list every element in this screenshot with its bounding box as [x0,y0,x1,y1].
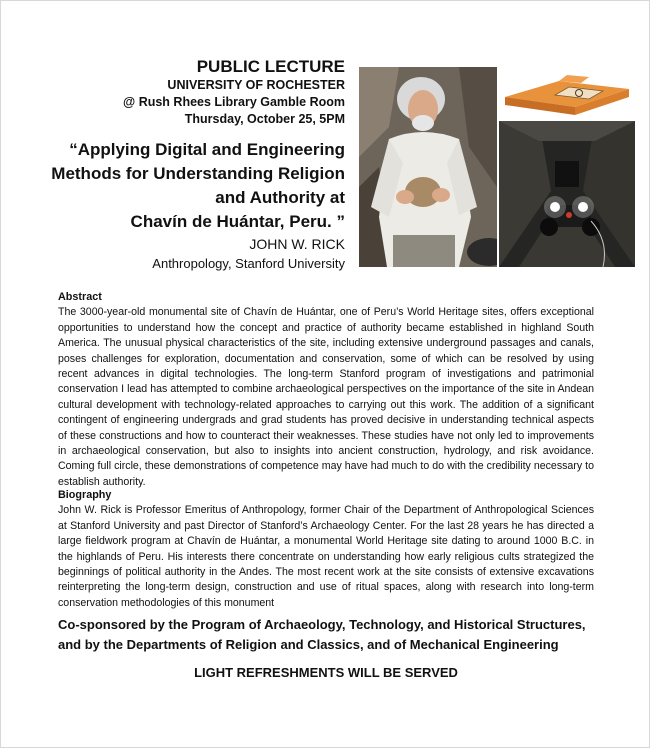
cosponsor-line-1: Co-sponsored by the Program of Archaeology, Technology, and Historical Structures, [58,617,586,632]
temple-model-image [499,67,635,119]
abstract-text: The 3000-year-old monumental site of Chavín de Huántar, one of Peru’s World Heritage sites, offers exceptional opportunities to understand how the concept and practice of authority became established in highland South America. The unusual physical characteristics of the site, including extensive underground passages and canals, poses challenges for exploration, documentation and conservation, some of which can be resolved by using recent advances in digital technologies. The long-term Stanford program of investigations and patrimonial conservation I lead has attempted to combine archaeological perspectives on the importance of the site in Andean cultural development with technology-related approaches to carrying out this work. The addition of a significant contingent of engineering undergrads and grad students has proved decisive in understanding technical aspects of these constructions and how to counteract their weaknesses. These studies have not only led to improvements in archaeological conservation, but also to insights into ancient construction, hydrology, and risk avoidance. Coming full circle, these demonstrations of competence may have had much to do with the credibility necessary to establish authority. [58,306,594,488]
lecture-header [1,57,345,274]
biography-heading: Biography [58,489,112,501]
lecture-location: @ Rush Rhees Library Gamble Room [123,95,345,109]
biography-section [58,488,594,611]
refreshments-note: LIGHT REFRESHMENTS WILL BE SERVED [194,665,458,680]
title-line-2: Methods for Understanding Religion [51,164,345,183]
cosponsor-note [58,615,618,655]
speaker-photo [359,67,497,267]
lecture-title [1,138,345,234]
tunnel-robot-photo [499,121,635,267]
title-line-3: and Authority at [215,188,345,207]
speaker-name: JOHN W. RICK [249,236,345,252]
biography-text: John W. Rick is Professor Emeritus of Anthropology, former Chair of the Department of Anthropological Sciences at Stanford University and past Director of Stanford’s Archaeology Center. For the last 28 years he has directed a large fieldwork program at Chavín de Huántar, a monumental World Heritage site dating to around 1000 B.C. in the highlands of Peru. His interests there concentrate on understanding how early religious cults strategized the beginnings of political authority in the Andes. The most recent work at the site consists of extensive excavations reinterpreting the long-term design, construction and use of ritual spaces, along with research into long-term conservation methodologies of this monument [58,504,594,609]
tunnel-robot-illustration [499,121,635,267]
speaker-photo-illustration [359,67,497,267]
abstract-section [58,290,594,490]
university-name: UNIVERSITY OF ROCHESTER [167,78,345,92]
title-line-1: “Applying Digital and Engineering [69,140,345,159]
speaker-affiliation: Anthropology, Stanford University [152,256,345,271]
cosponsor-line-2: and by the Departments of Religion and Classics, and of Mechanical Engineering [58,637,559,652]
temple-model-illustration [499,67,635,119]
public-lecture-label: PUBLIC LECTURE [196,57,345,76]
title-line-4: Chavín de Huántar, Peru. ” [130,212,345,231]
lecture-datetime: Thursday, October 25, 5PM [184,112,345,126]
abstract-heading: Abstract [58,291,102,303]
